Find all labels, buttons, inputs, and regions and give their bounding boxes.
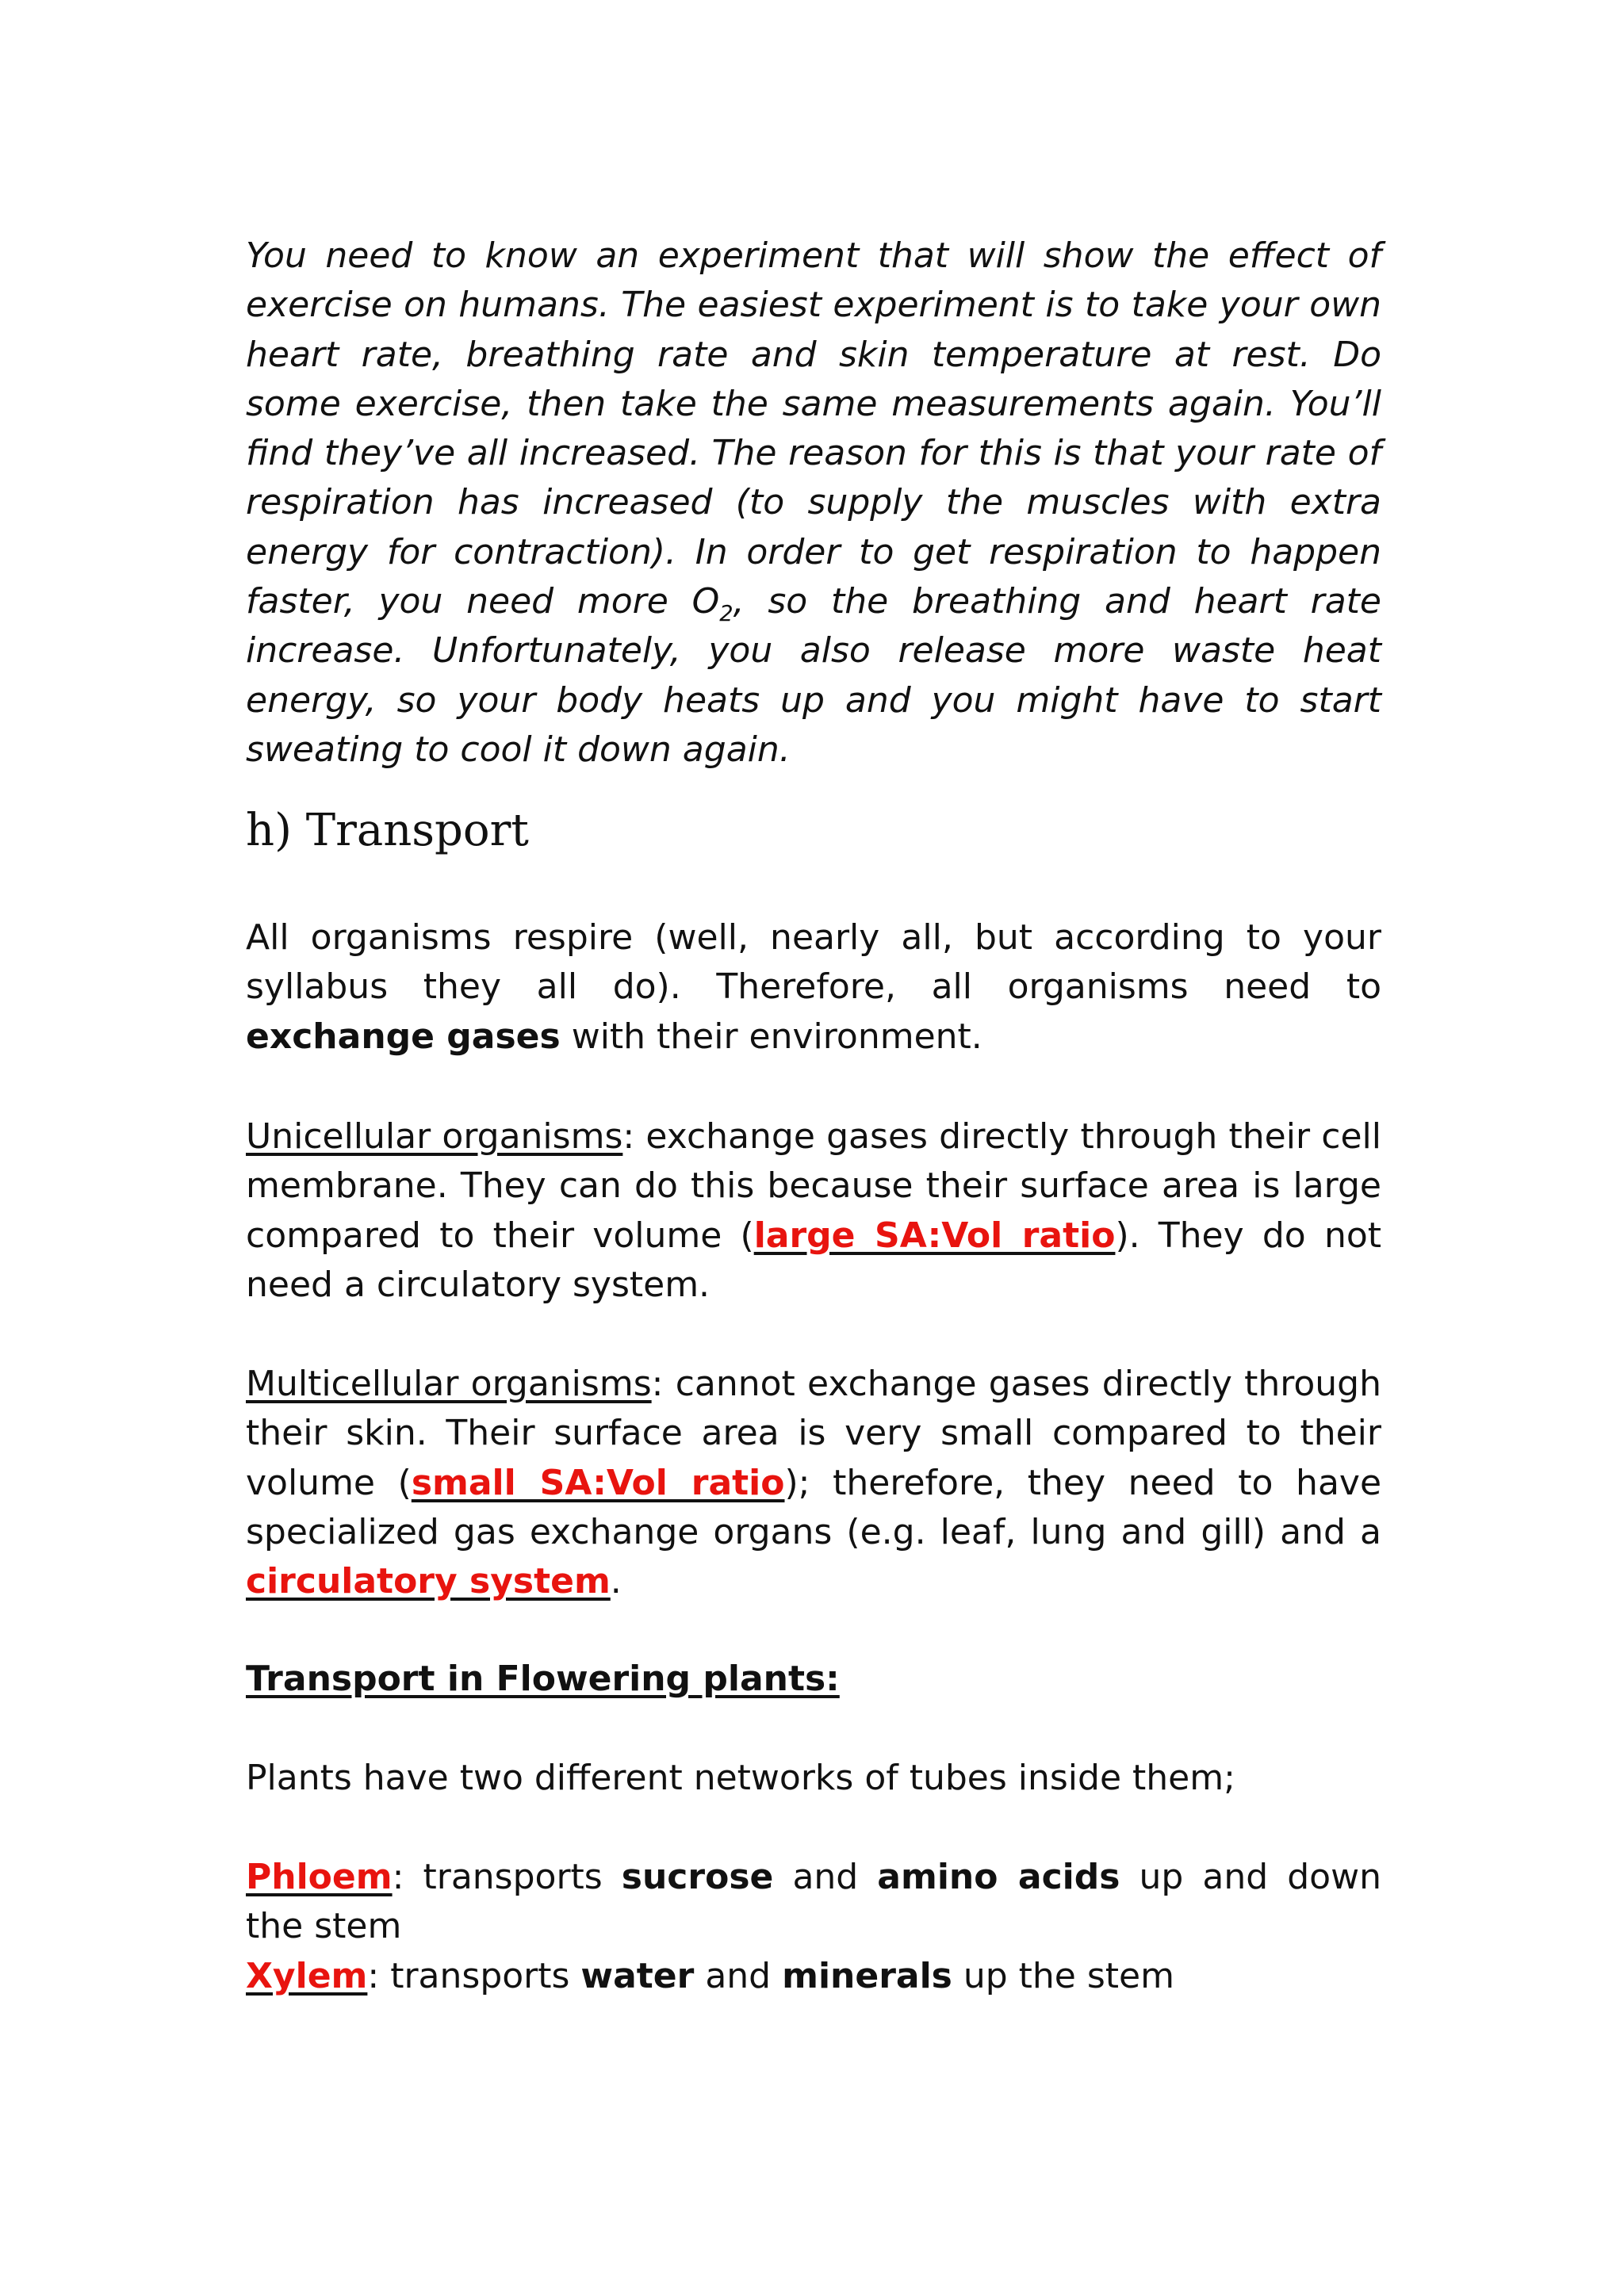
- phloem-text-b: and: [773, 1857, 878, 1897]
- phloem-text-c: up and down the stem: [246, 1857, 1381, 1947]
- phloem-text-a: : transports: [392, 1857, 622, 1897]
- section-heading: h) Transport: [246, 805, 529, 856]
- para2-text-b: ). They do not need a circulatory system.: [246, 1215, 1381, 1305]
- minerals-term: minerals: [782, 1956, 952, 1996]
- para3-text-b: ); therefore, they need to have specialized gas exchange organs (e.g. leaf, lung and gill) and a: [246, 1462, 1382, 1552]
- para2-text-a: : exchange gases directly through their cell membrane. They can do this because their surface area is large compared to their volume (: [246, 1116, 1381, 1256]
- sucrose-term: sucrose: [621, 1857, 774, 1897]
- para1-text-a: All organisms respire (well, nearly all, but according to your syllabus they all do). Therefore, all organisms need to: [246, 917, 1381, 1008]
- para3-text-c: .: [610, 1561, 622, 1602]
- multicellular-term: Multicellular organisms: [246, 1364, 652, 1404]
- multicellular-paragraph: [246, 1360, 1381, 1606]
- exercise-experiment-paragraph: [246, 232, 1381, 775]
- phloem-term: Phloem: [246, 1857, 393, 1897]
- water-term: water: [580, 1956, 695, 1996]
- xylem-text-b: and: [694, 1956, 783, 1996]
- small-ratio-highlight: small SA:Vol ratio: [411, 1462, 785, 1503]
- unicellular-term: Unicellular organisms: [246, 1116, 623, 1157]
- intro-text-2: , so the breathing and heart rate increase. Unfortunately, you also release more waste heat energy, so your body heats up and you might have to start sweating to cool it down again.: [246, 581, 1381, 770]
- unicellular-paragraph: [246, 1112, 1381, 1310]
- networks-paragraph: Plants have two different networks of tubes inside them;: [246, 1758, 1235, 1798]
- xylem-line: [246, 1952, 1381, 2001]
- para3-text-a: : cannot exchange gases directly through their skin. Their surface area is very small compared to their volume (: [246, 1364, 1381, 1503]
- para1-text-b: with their environment.: [560, 1016, 982, 1057]
- large-ratio-highlight: large SA:Vol ratio: [753, 1215, 1116, 1256]
- xylem-term: Xylem: [246, 1956, 368, 1996]
- xylem-text-a: : transports: [367, 1956, 581, 1996]
- oxygen-subscript: 2: [719, 601, 733, 626]
- exchange-gases-term: exchange gases: [246, 1016, 561, 1057]
- intro-text-1: You need to know an experiment that will show the effect of exercise on humans. The easiest experiment is to take your own heart rate, breathing rate and skin temperature at rest. Do some exercise, then take the same measurements again. You’ll find they’ve all increased. The reason for this is that your rate of respiration has increased (to supply the muscles with extra energy for contraction). In order to get respiration to happen faster, you need more O: [246, 235, 1381, 622]
- phloem-line: [246, 1853, 1381, 1952]
- amino-acids-term: amino acids: [877, 1857, 1120, 1897]
- respiration-paragraph: [246, 913, 1381, 1062]
- circulatory-system-highlight: circulatory system: [246, 1561, 611, 1602]
- flowering-plants-subheading: Transport in Flowering plants:: [246, 1659, 840, 1699]
- xylem-text-c: up the stem: [952, 1956, 1174, 1996]
